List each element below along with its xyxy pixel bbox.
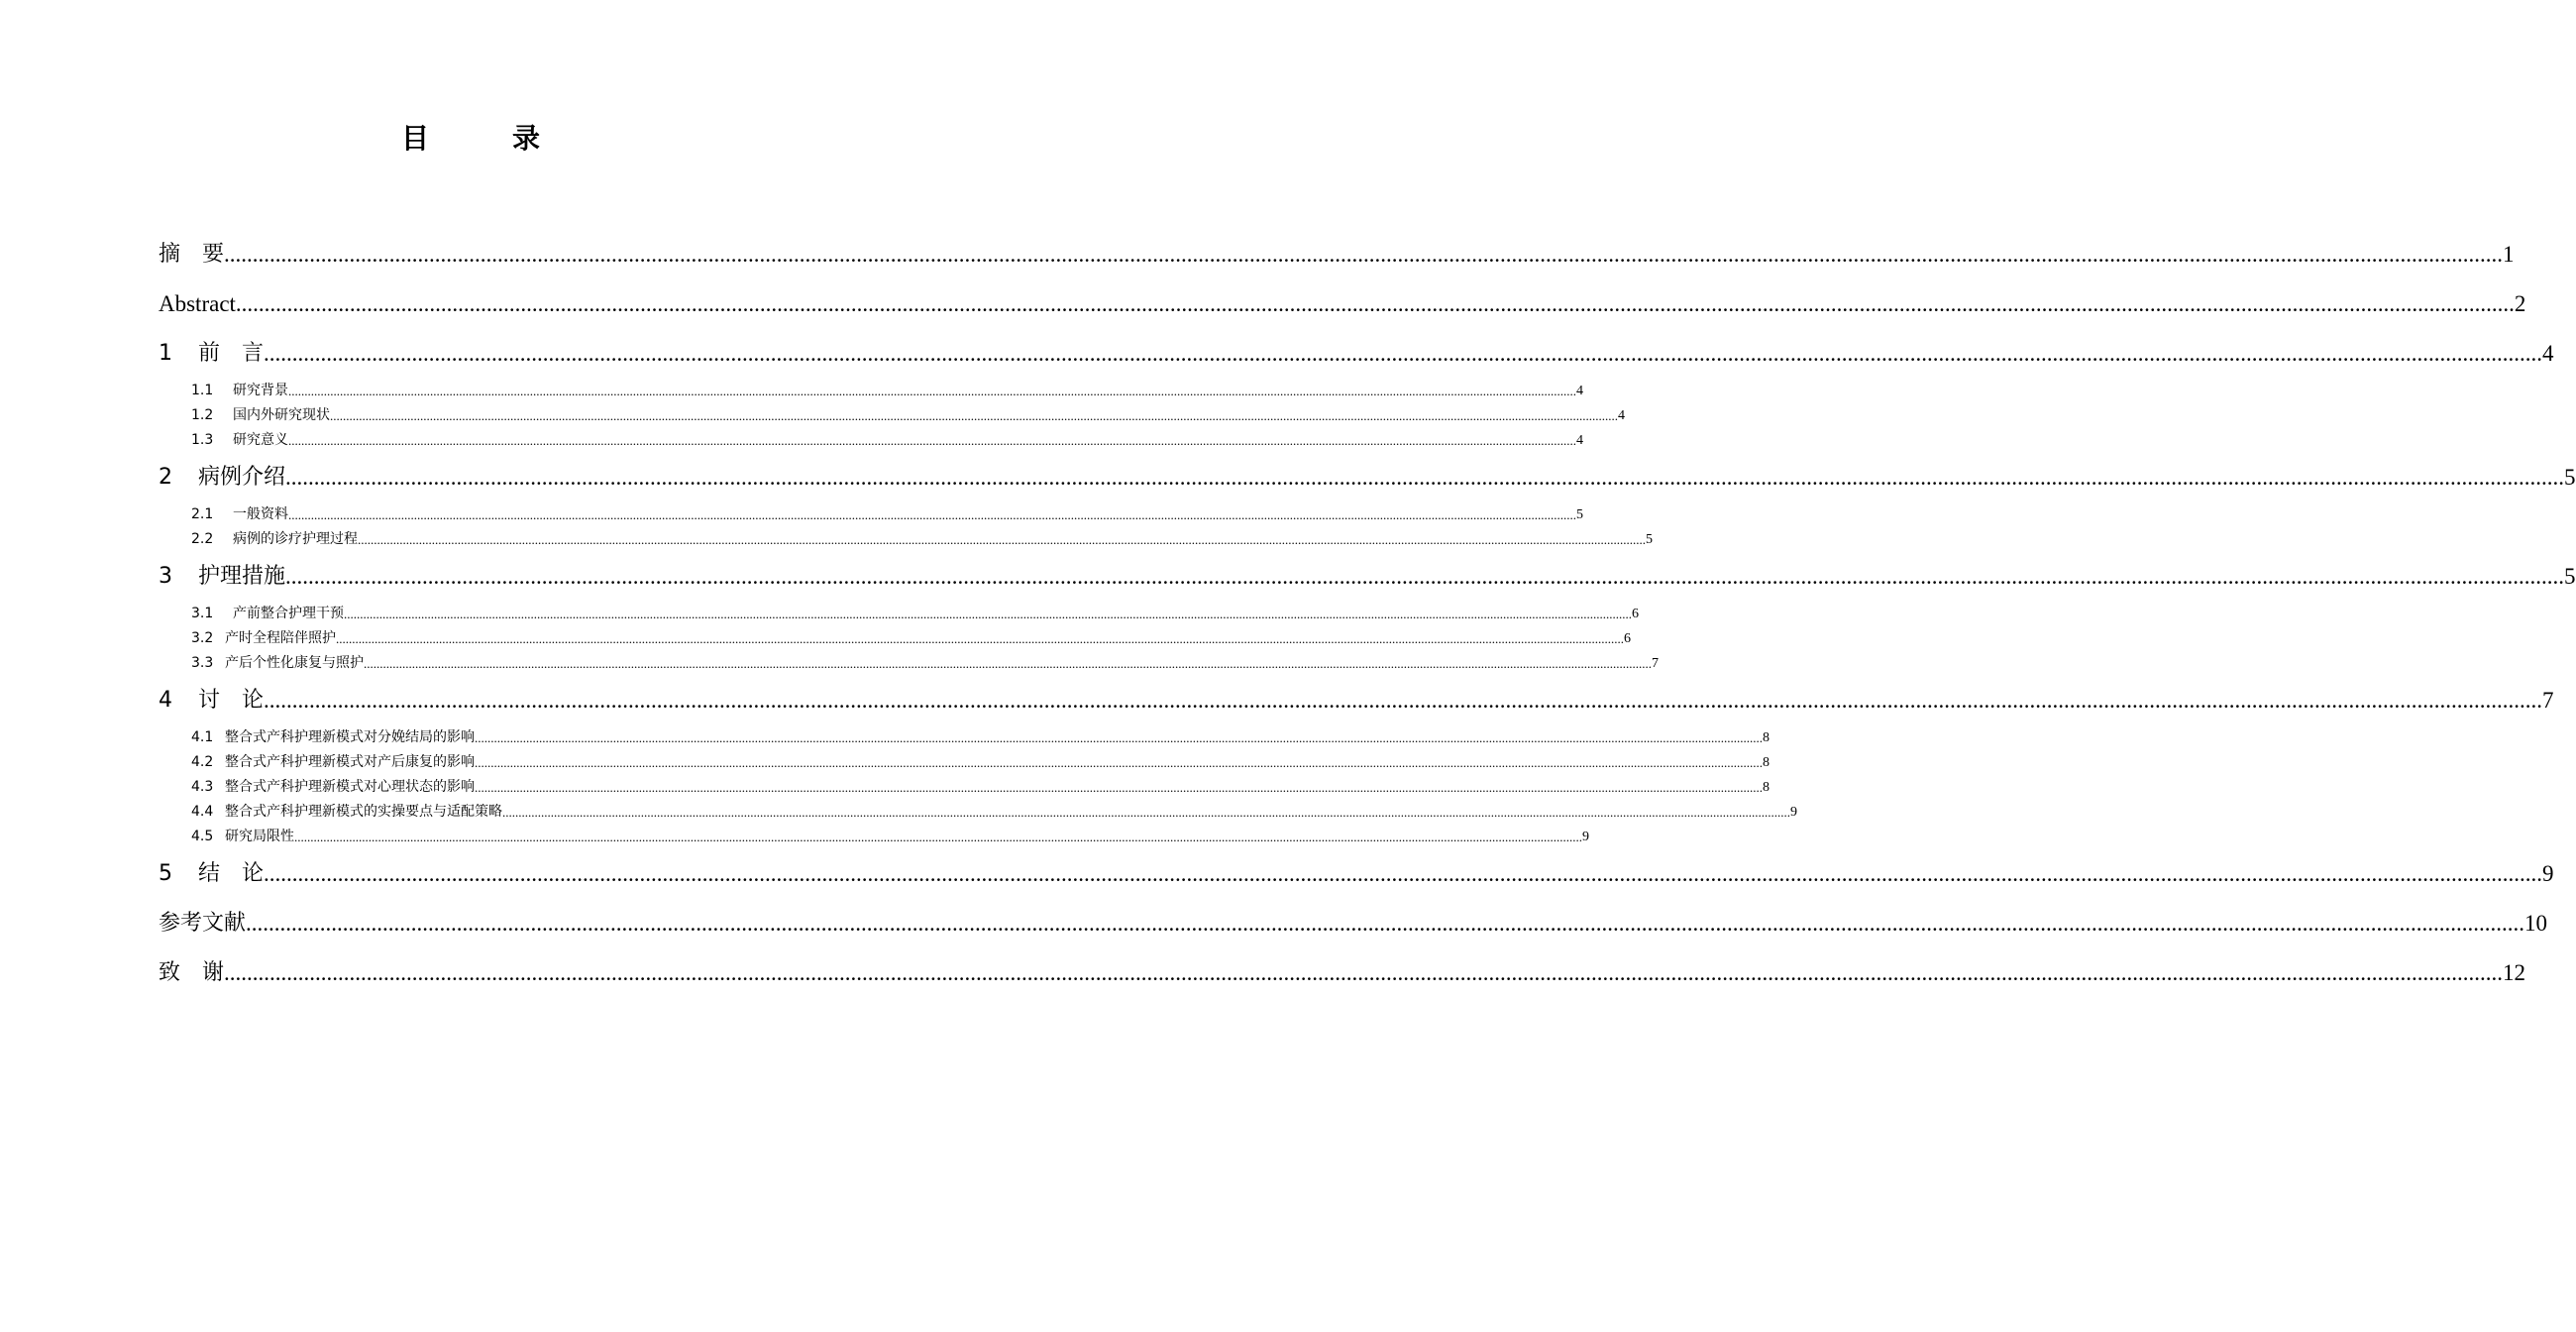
toc-page-number: 8: [1763, 755, 1770, 770]
toc-entry-label: [159, 329, 264, 379]
toc-page-number: 7: [2542, 688, 2554, 713]
toc-subentry[interactable]: [159, 651, 1659, 676]
toc-subentry[interactable]: [159, 626, 1631, 651]
toc-entry-label: [191, 403, 330, 428]
toc-entry-text: 产时全程陪伴照护: [225, 630, 336, 646]
toc-entry-number: 2.1: [191, 506, 214, 522]
toc-entry-text: 结 论: [198, 861, 265, 886]
toc-entry-text: 整合式产科护理新模式的实操要点与适配策略: [225, 804, 502, 820]
toc-entry-text: 整合式产科护理新模式对心理状态的影响: [225, 779, 475, 795]
toc-entry-label: [159, 552, 285, 602]
toc-entry[interactable]: [159, 453, 2576, 502]
toc-entry-number: 5: [159, 861, 172, 886]
toc-page-number: 10: [2524, 911, 2548, 936]
toc-entry-label: [159, 279, 236, 329]
toc-entry-number: 4.1: [191, 729, 214, 745]
toc-page-number: 6: [1632, 607, 1639, 621]
toc-leader-dots: ................................................................................................................................................................................................................................................................................................................................................................................................................: [285, 465, 2565, 490]
toc-subentry[interactable]: [159, 428, 1583, 453]
toc-leader-dots: ................................................................................................................................................................................................................................................................................................................................................................................................................: [285, 564, 2565, 589]
toc-entry-text: 一般资料: [233, 506, 288, 522]
toc-subentry[interactable]: [159, 725, 1770, 750]
toc-entry-text: 研究局限性: [225, 829, 294, 844]
toc-subentry[interactable]: [159, 775, 1770, 800]
toc-entry-label: [159, 899, 246, 948]
toc-entry-text: 病例的诊疗护理过程: [233, 531, 358, 547]
toc-entry[interactable]: [159, 552, 2576, 602]
toc-leader-dots: ................................................................................................................................................................................................................................................................................................................................................................................................................: [475, 780, 1763, 795]
toc-entry-text: 产前整合护理干预: [233, 606, 344, 621]
toc-subentry[interactable]: [159, 527, 1653, 552]
toc-leader-dots: ................................................................................................................................................................................................................................................................................................................................................................................................................: [264, 688, 2543, 713]
toc-entry-label: [191, 800, 502, 825]
toc-entry[interactable]: [159, 676, 2554, 725]
toc-entry-label: [159, 676, 264, 725]
toc-page-number: 12: [2503, 960, 2526, 985]
toc-entry-number: 4.4: [191, 804, 214, 820]
toc-leader-dots: ................................................................................................................................................................................................................................................................................................................................................................................................................: [224, 242, 2504, 267]
toc-entry-number: 4.5: [191, 829, 214, 844]
toc-leader-dots: ................................................................................................................................................................................................................................................................................................................................................................................................................: [294, 830, 1582, 844]
toc-entry-number: 4.3: [191, 779, 214, 795]
toc-subentry[interactable]: [159, 800, 1797, 825]
toc-entry-number: 3.2: [191, 630, 214, 646]
toc-entry-label: [191, 651, 364, 676]
toc-leader-dots: ................................................................................................................................................................................................................................................................................................................................................................................................................: [364, 656, 1652, 671]
table-of-contents: [159, 230, 2576, 998]
toc-subentry[interactable]: [159, 750, 1770, 775]
toc-leader-dots: ................................................................................................................................................................................................................................................................................................................................................................................................................: [344, 607, 1632, 621]
toc-entry-text: 研究意义: [233, 432, 288, 448]
toc-entry-text: 产后个性化康复与照护: [225, 655, 364, 671]
toc-leader-dots: ................................................................................................................................................................................................................................................................................................................................................................................................................: [224, 960, 2504, 985]
toc-entry-number: 4: [159, 688, 172, 713]
toc-entry[interactable]: [159, 948, 2526, 998]
toc-leader-dots: ................................................................................................................................................................................................................................................................................................................................................................................................................: [288, 433, 1576, 448]
toc-page-number: 9: [1790, 805, 1797, 820]
toc-entry[interactable]: [159, 849, 2554, 899]
toc-leader-dots: ................................................................................................................................................................................................................................................................................................................................................................................................................: [246, 911, 2525, 936]
toc-leader-dots: ................................................................................................................................................................................................................................................................................................................................................................................................................: [330, 408, 1618, 423]
toc-page-number: 5: [2564, 564, 2576, 589]
toc-entry-number: 2.2: [191, 531, 214, 547]
toc-entry[interactable]: [159, 279, 2526, 329]
toc-leader-dots: ................................................................................................................................................................................................................................................................................................................................................................................................................: [502, 805, 1790, 820]
toc-entry-label: [159, 453, 285, 502]
toc-entry-number: 4.2: [191, 754, 214, 770]
toc-entry-text: 讨 论: [198, 688, 265, 713]
toc-leader-dots: ................................................................................................................................................................................................................................................................................................................................................................................................................: [288, 384, 1576, 398]
toc-subentry[interactable]: [159, 502, 1583, 527]
toc-leader-dots: ................................................................................................................................................................................................................................................................................................................................................................................................................: [358, 532, 1646, 547]
toc-page-number: 9: [1582, 830, 1589, 844]
toc-entry[interactable]: [159, 899, 2548, 948]
toc-entry-label: [191, 428, 288, 453]
toc-page-number: 1: [2503, 242, 2515, 267]
toc-entry-text: 护理措施: [198, 564, 286, 589]
toc-page-number: 4: [1576, 384, 1583, 398]
toc-subentry[interactable]: [159, 403, 1625, 428]
toc-leader-dots: ................................................................................................................................................................................................................................................................................................................................................................................................................: [235, 291, 2515, 316]
toc-entry-label: [191, 379, 288, 403]
toc-entry-text: 国内外研究现状: [233, 407, 330, 423]
toc-entry-label: [191, 527, 358, 552]
toc-entry-text: 参考文献: [159, 911, 247, 936]
toc-leader-dots: ................................................................................................................................................................................................................................................................................................................................................................................................................: [264, 861, 2543, 886]
toc-entry-text: 致 谢: [159, 960, 225, 985]
toc-leader-dots: ................................................................................................................................................................................................................................................................................................................................................................................................................: [288, 507, 1576, 522]
toc-entry-number: 2: [159, 465, 172, 490]
toc-entry-text: 前 言: [198, 341, 265, 366]
toc-entry-number: 1.2: [191, 407, 214, 423]
toc-page-number: 9: [2542, 861, 2554, 886]
toc-entry-label: [191, 775, 475, 800]
toc-page-number: 8: [1763, 780, 1770, 795]
toc-leader-dots: ................................................................................................................................................................................................................................................................................................................................................................................................................: [336, 631, 1624, 646]
toc-entry-label: [191, 725, 475, 750]
toc-entry-text: 整合式产科护理新模式对产后康复的影响: [225, 754, 475, 770]
toc-entry-text: Abstract: [159, 291, 236, 316]
toc-subentry[interactable]: [159, 825, 1589, 849]
toc-entry-number: 3: [159, 564, 172, 589]
toc-entry-label: [191, 626, 336, 651]
toc-page-number: 5: [1576, 507, 1583, 522]
toc-entry-text: 整合式产科护理新模式对分娩结局的影响: [225, 729, 475, 745]
toc-entry-label: [159, 849, 264, 899]
toc-page-number: 2: [2514, 291, 2526, 316]
toc-entry-text: 摘 要: [159, 242, 225, 267]
toc-entry-label: [191, 502, 288, 527]
toc-entry[interactable]: [159, 230, 2515, 279]
toc-entry-label: [191, 825, 294, 849]
toc-entry[interactable]: [159, 329, 2554, 379]
toc-leader-dots: ................................................................................................................................................................................................................................................................................................................................................................................................................: [264, 341, 2543, 366]
toc-entry-label: [191, 750, 475, 775]
toc-entry-number: 1: [159, 341, 172, 366]
toc-entry-label: [159, 230, 224, 279]
toc-leader-dots: ................................................................................................................................................................................................................................................................................................................................................................................................................: [475, 755, 1763, 770]
toc-entry-number: 1.3: [191, 432, 214, 448]
toc-entry-number: 1.1: [191, 383, 214, 398]
toc-subentry[interactable]: [159, 379, 1583, 403]
toc-entry-text: 研究背景: [233, 383, 288, 398]
toc-entry-number: 3.3: [191, 655, 214, 671]
toc-page-number: 5: [1646, 532, 1653, 547]
toc-entry-number: 3.1: [191, 606, 214, 621]
toc-page-number: 4: [1618, 408, 1625, 423]
toc-entry-label: [191, 602, 344, 626]
toc-page-number: 4: [1576, 433, 1583, 448]
toc-subentry[interactable]: [159, 602, 1639, 626]
toc-page-number: 5: [2564, 465, 2576, 490]
toc-page-number: 6: [1624, 631, 1631, 646]
toc-page-number: 8: [1763, 730, 1770, 745]
toc-leader-dots: ................................................................................................................................................................................................................................................................................................................................................................................................................: [475, 730, 1763, 745]
toc-title: 目 录: [400, 122, 568, 155]
toc-entry-label: [159, 948, 224, 998]
toc-entry-text: 病例介绍: [198, 465, 286, 490]
toc-page-number: 4: [2542, 341, 2554, 366]
toc-page-number: 7: [1652, 656, 1659, 671]
